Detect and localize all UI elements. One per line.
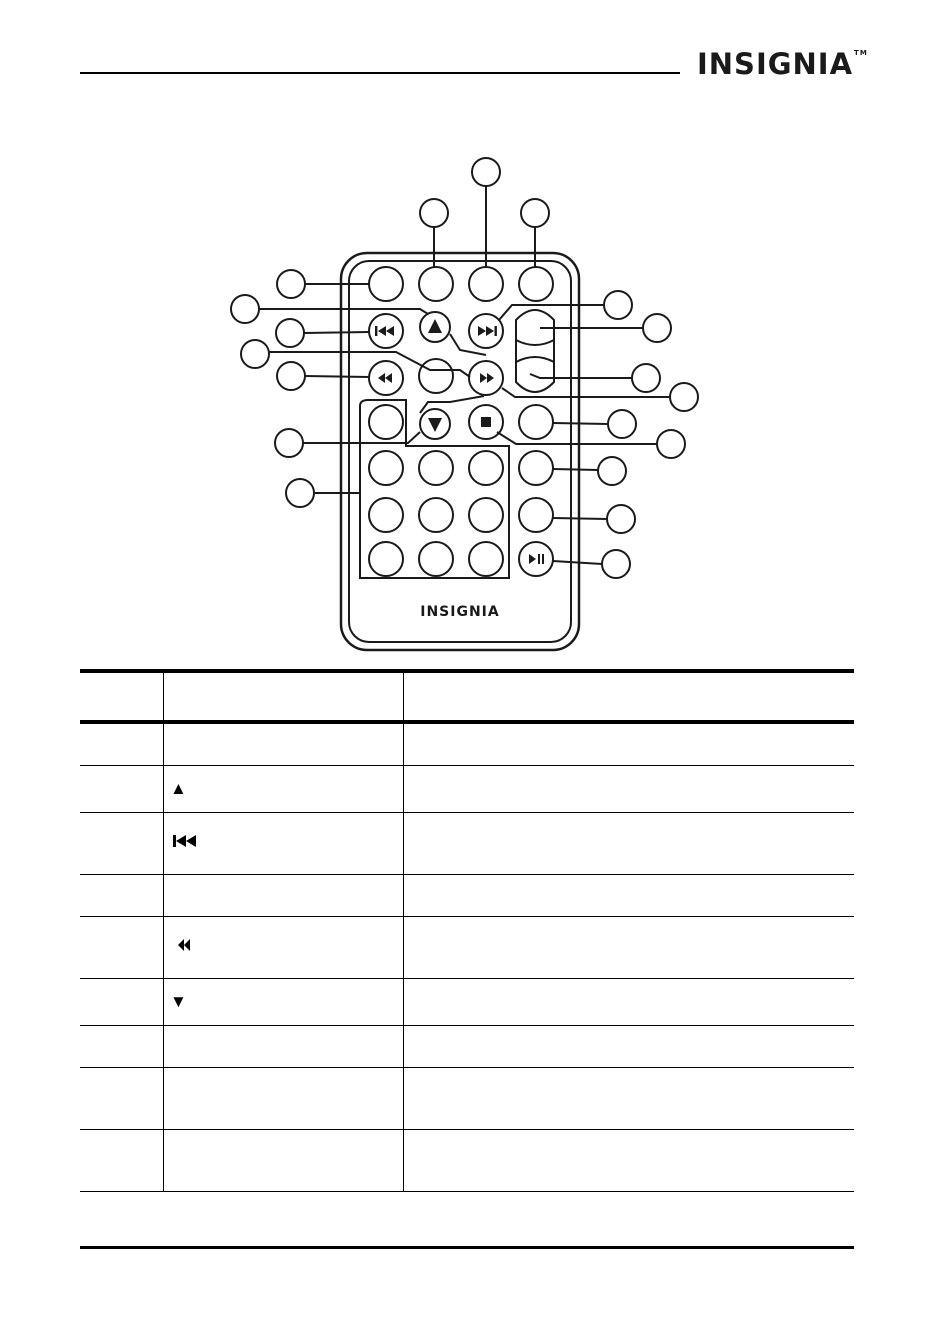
down-arrow-icon: ▼ [170, 991, 187, 1011]
remote-button-top-4 [519, 267, 553, 301]
table-row [80, 916, 854, 978]
table-row [80, 765, 854, 812]
callout-15 [608, 410, 636, 438]
table-row [80, 874, 854, 916]
callout-9 [275, 429, 303, 457]
footer-rule [80, 1246, 854, 1249]
remote-control-diagram [0, 0, 934, 660]
previous-icon [375, 326, 394, 336]
callout-7 [241, 340, 269, 368]
callout-13 [632, 364, 660, 392]
number-button-6 [469, 498, 503, 532]
number-button-1 [369, 451, 403, 485]
remote-button-top-3 [469, 267, 503, 301]
table-row [80, 1025, 854, 1067]
down-arrow-icon [428, 418, 442, 432]
rocker-button [516, 310, 554, 392]
callout-2 [420, 199, 448, 227]
number-button-4 [369, 498, 403, 532]
callout-17 [598, 457, 626, 485]
callout-4 [277, 270, 305, 298]
header-cell-number [80, 671, 164, 722]
up-arrow-icon [428, 319, 442, 333]
callout-19 [602, 550, 630, 578]
callout-6 [276, 319, 304, 347]
table-row [80, 1129, 854, 1191]
remote-button-left-3 [369, 405, 403, 439]
table-row [80, 1067, 854, 1129]
callout-8 [277, 362, 305, 390]
up-arrow-icon: ▲ [170, 778, 187, 798]
button-table [80, 669, 854, 1192]
table-header-row [80, 671, 854, 722]
next-icon [478, 326, 497, 336]
stop-icon [481, 417, 491, 427]
rewind-icon [170, 937, 200, 953]
callout-5 [231, 295, 259, 323]
number-button-8 [419, 542, 453, 576]
callout-16 [657, 430, 685, 458]
rewind-icon [378, 373, 392, 383]
play-pause-icon [529, 554, 544, 564]
callout-18 [607, 505, 635, 533]
number-button-2 [419, 451, 453, 485]
remote-button-right-3 [519, 405, 553, 439]
number-button-7 [369, 542, 403, 576]
number-button-9 [469, 542, 503, 576]
remote-logo: INSIGNIA [420, 604, 500, 620]
remote-button-top-1 [369, 267, 403, 301]
remote-button-center [419, 359, 453, 393]
brand-logo: INSIGNIA™ [697, 47, 868, 81]
number-button-5 [419, 498, 453, 532]
table-row [80, 978, 854, 1025]
table-row [80, 722, 854, 765]
callout-12 [643, 314, 671, 342]
remote-button-top-2 [419, 267, 453, 301]
callout-10 [286, 479, 314, 507]
header-cell-description [404, 671, 855, 722]
callout-11 [604, 291, 632, 319]
fast-forward-icon [480, 373, 494, 383]
callout-3 [521, 199, 549, 227]
callout-1 [472, 158, 500, 186]
previous-icon [170, 834, 210, 848]
number-button-3 [469, 451, 503, 485]
callout-14 [670, 383, 698, 411]
remote-button-right-4 [519, 451, 553, 485]
header-cell-button [164, 671, 404, 722]
table-row [80, 812, 854, 874]
remote-button-right-5 [519, 498, 553, 532]
